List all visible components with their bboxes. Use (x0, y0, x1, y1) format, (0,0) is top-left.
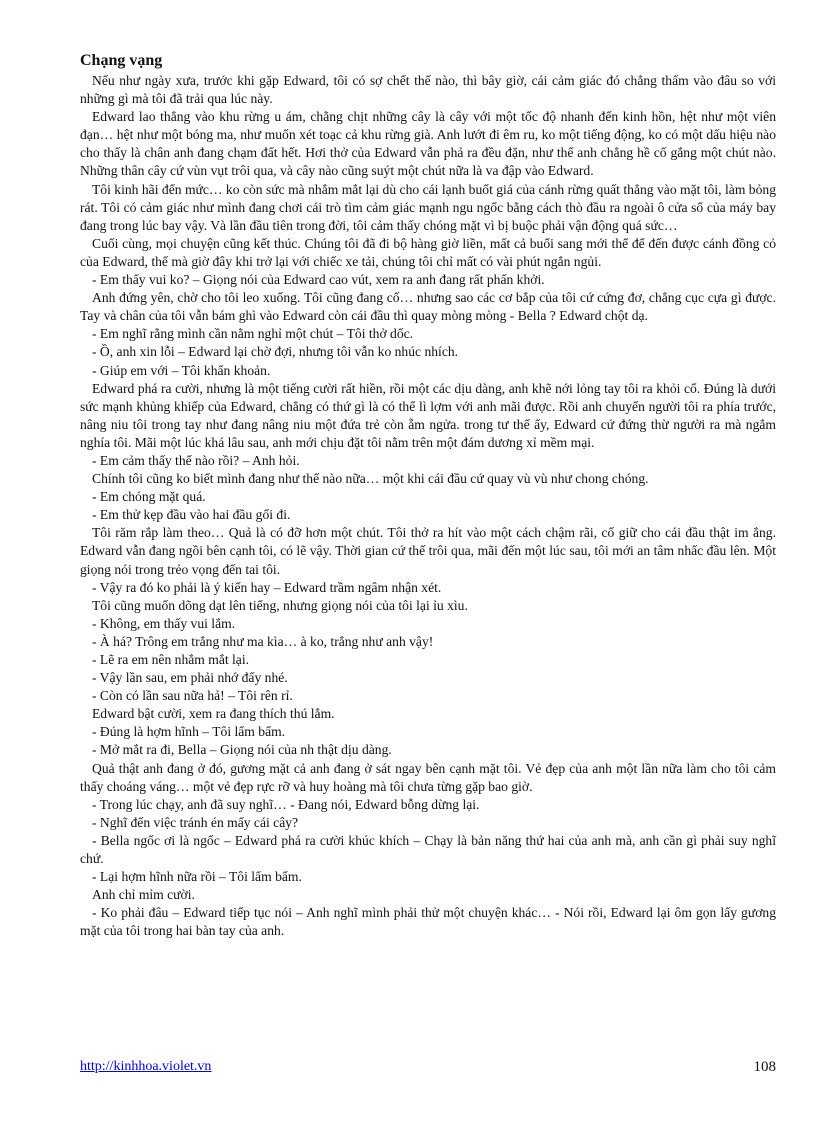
paragraph: - Mở mắt ra đi, Bella – Giọng nói của nh thật dịu dàng. (92, 742, 392, 758)
paragraph: - Vậy ra đó ko phải là ý kiến hay – Edward trầm ngâm nhận xét. (92, 579, 442, 595)
paragraph: - Bella ngốc ơi là ngốc – Edward phá ra cười khúc khích – Chạy là bản năng thứ hai của anh mà, anh cần gì phải suy nghĩ chứ. (80, 832, 776, 867)
paragraph: Tôi kinh hãi đến mức… ko còn sức mà nhắm mắt lại dù cho cái lạnh buốt giá của cánh rừng quất thẳng vào mặt tôi, làm bỏng rát. Tôi có cảm giác như mình đang chơi cái trò tìm cảm giác mạnh ngu ngốc bằng cách thò đầu ra ngoài ô cửa sổ của máy bay đang trong lúc bay vậy. Và lần đầu tiên trong đời, tôi cảm thấy chóng mặt vì bị buộc phải vận động quá sức… (80, 181, 776, 233)
paragraph: - Em chóng mặt quá. (92, 489, 206, 505)
paragraph: - Không, em thấy vui lắm. (92, 615, 236, 631)
document-page (80, 52, 776, 941)
paragraph: - À há? Trông em trắng như ma kìa… à ko, trắng như anh vậy! (92, 633, 434, 649)
paragraph: Edward phá ra cười, nhưng là một tiếng cười rất hiền, rồi một các dịu dàng, anh khẽ nới lỏng tay tôi ra khỏi cổ. Đúng là dưới sức mạnh khủng khiếp của Edward, chẳng có thứ gì là có thể lì lợm với anh mãi được. Rồi anh chuyển người tôi ra phía trước, nâng niu tôi trong tay như đang nâng niu một đứa trẻ còn ẵm ngửa. trong tư thế ấy, Edward cứ đứng thừ người ra mà ngắm nghía tôi. Mãi một lúc khá lâu sau, anh mới chịu đặt tôi nằm trên một đám dương xỉ mềm mại. (80, 380, 776, 450)
paragraph: - Em cảm thấy thế nào rồi? – Anh hỏi. (92, 452, 300, 468)
paragraph: Tôi răm rắp làm theo… Quả là có đỡ hơn một chút. Tôi thở ra hít vào một cách chậm rãi, cố giữ cho cái đầu thật im ắng. Edward vẫn đang ngồi bên cạnh tôi, có lẽ vậy. Thời gian cứ thế trôi qua, mãi đến một lúc sau, tôi mới an tâm nhấc đầu lên. Một giọng nói trong trẻo vọng đến tai tôi. (80, 525, 776, 577)
paragraph: - Giúp em với – Tôi khẩn khoản. (92, 362, 271, 378)
body-text (80, 72, 776, 941)
paragraph: - Em nghĩ rằng mình cần nằm nghỉ một chút – Tôi thở dốc. (92, 326, 414, 342)
paragraph: - Trong lúc chạy, anh đã suy nghĩ… - Đang nói, Edward bỗng dừng lại. (92, 796, 480, 812)
paragraph: - Em thấy vui ko? – Giọng nói của Edward cao vút, xem ra anh đang rất phấn khởi. (92, 272, 545, 288)
paragraph: Tôi cũng muốn dõng dạt lên tiếng, nhưng giọng nói của tôi lại ỉu xìu. (92, 597, 468, 613)
paragraph: - Vậy lần sau, em phải nhớ đấy nhé. (92, 670, 288, 686)
paragraph: Edward lao thẳng vào khu rừng u ám, chằng chịt những cây là cây với một tốc độ nhanh đến kinh hồn, hệt như một viên đạn… hệt như một bóng ma, như muốn xét toạc cả khu rừng già. Anh lướt đi êm ru, ko một tiếng động, ko có một dấu hiệu nào cho thấy là chân anh đang chạm đất hết. Hơi thở của Edward vẫn phả ra đều đặn, như thể anh chẳng hề cố gắng một chút nào. Những thân cây cứ vùn vụt trôi qua, và cây nào cũng suýt một chút nữa là va đập vào Edward. (80, 109, 776, 179)
paragraph: - Lẽ ra em nên nhắm mắt lại. (92, 652, 250, 667)
paragraph: Anh chỉ mỉm cười. (92, 887, 195, 903)
paragraph: - Em thử kẹp đầu vào hai đầu gối đi. (92, 507, 291, 523)
paragraph: - Nghĩ đến việc tránh én mấy cái cây? (92, 814, 299, 830)
paragraph: - Còn có lần sau nữa hả! – Tôi rên rỉ. (92, 688, 293, 704)
paragraph: Anh đứng yên, chờ cho tôi leo xuống. Tôi cũng đang cố… nhưng sao các cơ bắp của tôi cứ cứng đơ, chẳng cục cựa gì được. Tay và chân của tôi vẫn bám ghì vào Edward còn cái đầu thì quay mòng mòng - Bella ? Edward chột dạ. (80, 290, 776, 324)
paragraph: Cuối cùng, mọi chuyện cũng kết thúc. Chúng tôi đã đi bộ hàng giờ liền, mất cả buổi sang mới thể để đến được cánh đồng cỏ của Edward, thế mà giờ đây khi trở lại với chiếc xe tải, chúng tôi chỉ mất có vài phút ngắn ngủi. (80, 235, 776, 269)
footer-link[interactable]: http://kinhhoa.violet.vn (80, 1059, 212, 1074)
paragraph: - Ko phải đâu – Edward tiếp tục nói – Anh nghĩ mình phải thử một chuyện khác… - Nói rồi, Edward lại ôm gọn lấy gương mặt của tôi trong hai bàn tay của anh. (80, 905, 776, 939)
paragraph: - Lại hợm hĩnh nữa rồi – Tôi lẩm bẩm. (92, 869, 302, 885)
page-number: 108 (753, 1059, 776, 1075)
paragraph: - Ồ, anh xin lỗi – Edward lại chờ đợi, nhưng tôi vẫn ko nhúc nhích. (92, 344, 459, 360)
paragraph: Chính tôi cũng ko biết mình đang như thế nào nữa… một khi cái đầu cứ quay vù vù như chong chóng. (92, 471, 649, 487)
paragraph: Edward bật cười, xem ra đang thích thú lắm. (92, 706, 335, 722)
paragraph: - Đúng là hợm hĩnh – Tôi lẩm bẩm. (92, 724, 286, 740)
page-footer (80, 1059, 776, 1079)
chapter-title: Chạng vạng (80, 52, 163, 69)
paragraph: Nếu như ngày xưa, trước khi gặp Edward, tôi có sợ chết thế nào, thì bây giờ, cái cảm giác đó chẳng thấm vào đâu so với những gì mà tôi đã trải qua lúc này. (80, 73, 776, 107)
paragraph: Quả thật anh đang ở đó, gương mặt cả anh đang ở sát ngay bên cạnh mặt tôi. Vẻ đẹp của anh một lần nữa làm cho tôi cảm thấy choáng váng… một vẻ đẹp rực rỡ và huy hoàng mà tôi chưa từng gặp bao giờ. (80, 760, 776, 794)
